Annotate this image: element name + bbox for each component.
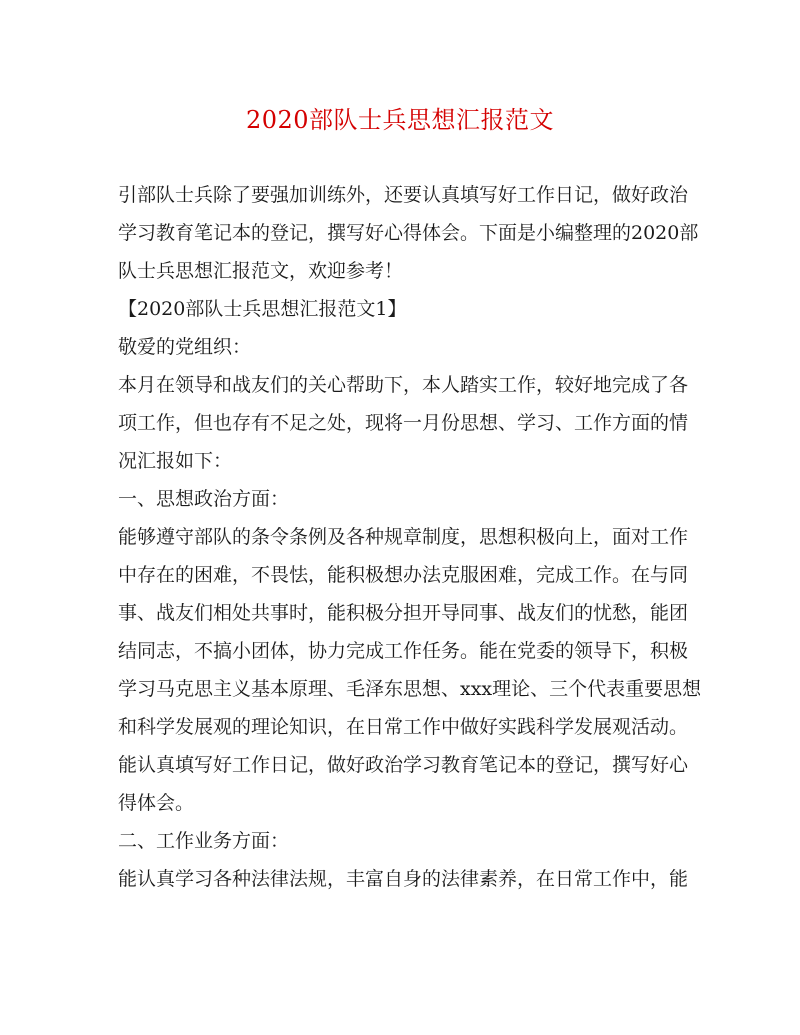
- text-line: 学习马克思主义基本原理、毛泽东思想、xxx理论、三个代表重要思想: [118, 678, 702, 700]
- body-paragraph: [118, 860, 689, 898]
- document-body: [118, 176, 702, 898]
- text-line: 况汇报如下：: [118, 450, 233, 472]
- text-line: 事、战友们相处共事时，能积极分担开导同事、战友们的忧愁，能团: [118, 602, 689, 624]
- body-paragraph: [118, 518, 702, 822]
- text-line: 项工作，但也存有不足之处，现将一月份思想、学习、工作方面的情: [118, 412, 689, 434]
- text-line: 敬爱的党组织：: [118, 336, 252, 358]
- text-line: 能够遵守部队的条令条例及各种规章制度，思想积极向上，面对工作: [118, 526, 689, 548]
- text-line: 结同志，不搞小团体，协力完成工作任务。能在党委的领导下，积极: [118, 640, 689, 662]
- subheading: [118, 480, 684, 518]
- salutation: [118, 328, 684, 366]
- document-title: 2020部队士兵思想汇报范文: [245, 106, 555, 134]
- text-line: 本月在领导和战友们的关心帮助下，本人踏实工作，较好地完成了各: [118, 374, 689, 396]
- body-paragraph: [118, 366, 689, 480]
- text-line: 学习教育笔记本的登记，撰写好心得体会。下面是小编整理的2020部: [118, 222, 699, 244]
- text-line: 得体会。: [118, 792, 195, 814]
- section-heading: [118, 290, 684, 328]
- intro-paragraph: [118, 176, 699, 290]
- text-line: 中存在的困难，不畏怯，能积极想办法克服困难，完成工作。在与同: [118, 564, 689, 586]
- text-line: 队士兵思想汇报范文，欢迎参考！: [118, 260, 404, 282]
- text-line: 【2020部队士兵思想汇报范文1】: [118, 298, 407, 320]
- text-line: 二、工作业务方面：: [118, 830, 290, 852]
- subheading: [118, 822, 684, 860]
- text-line: 能认真学习各种法律法规，丰富自身的法律素养，在日常工作中，能: [118, 868, 689, 890]
- text-line: 和科学发展观的理论知识，在日常工作中做好实践科学发展观活动。: [118, 716, 689, 738]
- text-line: 一、思想政治方面：: [118, 488, 290, 510]
- text-line: 能认真填写好工作日记，做好政治学习教育笔记本的登记，撰写好心: [118, 754, 689, 776]
- text-line: 引部队士兵除了要强加训练外，还要认真填写好工作日记，做好政治: [118, 184, 689, 206]
